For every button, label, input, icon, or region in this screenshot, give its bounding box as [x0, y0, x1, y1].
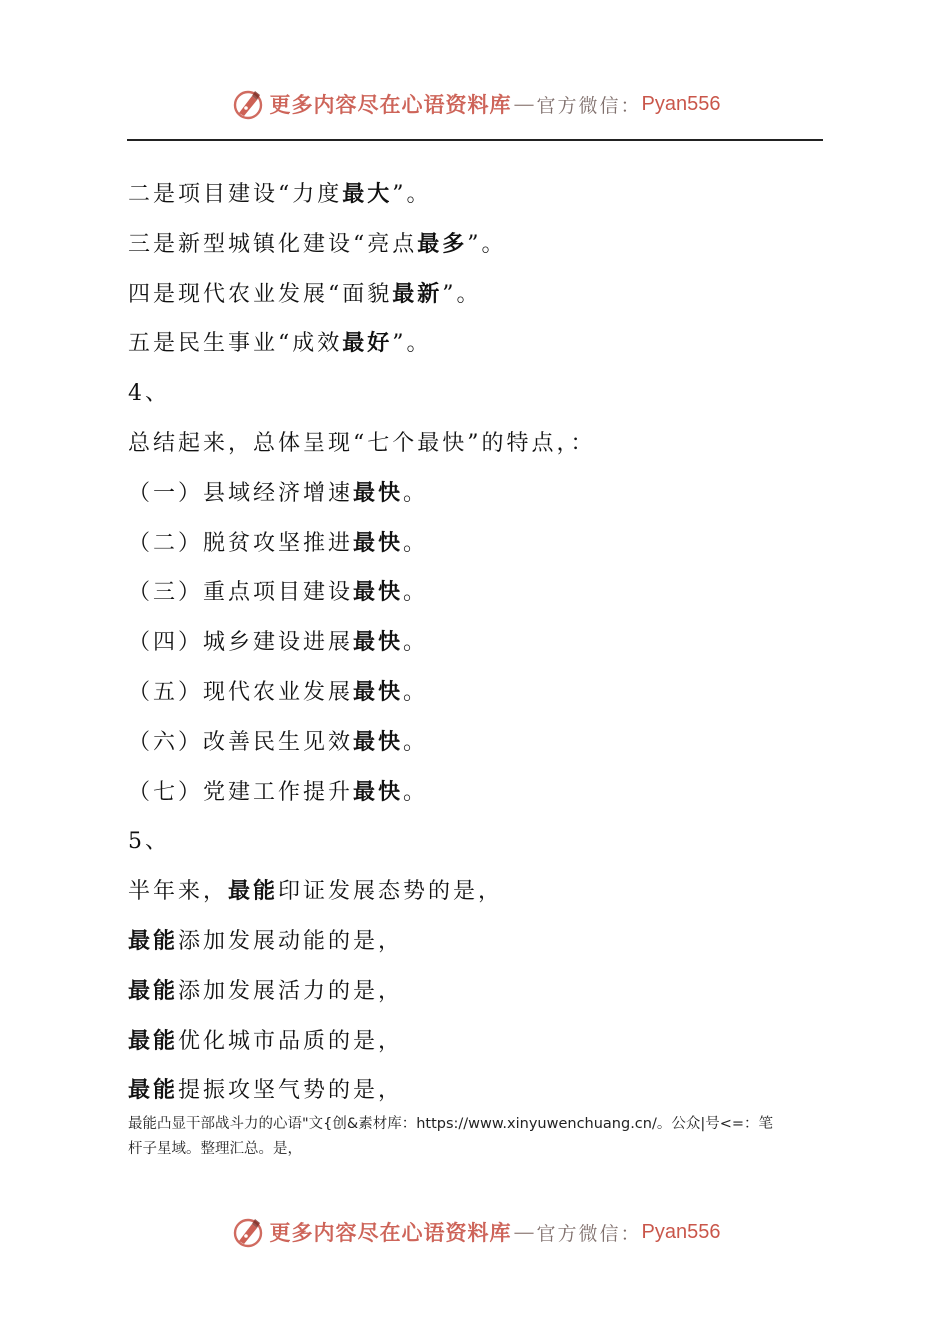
brand-wechat-id: Pyan556 — [641, 92, 721, 115]
footnote — [128, 1112, 828, 1162]
body-line: 最能提振攻坚气势的是， — [128, 1077, 404, 1104]
list-item: （七）党建工作提升最快。 — [128, 778, 429, 805]
body-line: 三是新型城镇化建设“亮点最多”。 — [128, 230, 507, 257]
footnote-line-2: 杆子星域。整理汇总。是， — [128, 1141, 302, 1157]
brand-dash: — — [513, 92, 535, 116]
section-number: 5、 — [128, 829, 170, 855]
section-number: 4、 — [128, 381, 170, 407]
body-line: 四是现代农业发展“面貌最新”。 — [128, 280, 482, 307]
body-line: 总结起来，总体呈现“七个最快”的特点，： — [128, 430, 596, 456]
body-line: 最能添加发展动能的是， — [128, 927, 404, 954]
list-item: （二）脱贫攻坚推进最快。 — [128, 529, 429, 556]
brand-wechat-label: 官方微信： — [536, 94, 642, 117]
list-item: （四）城乡建设进展最快。 — [128, 629, 429, 656]
footer-watermark — [0, 1210, 950, 1254]
brand-title: 更多内容尽在心语资料库 — [269, 1220, 512, 1245]
list-item: （一）县域经济增速最快。 — [128, 479, 429, 506]
header-divider — [127, 139, 823, 141]
list-item: （三）重点项目建设最快。 — [128, 579, 429, 606]
document-body — [128, 170, 828, 1116]
body-line: 最能添加发展活力的是， — [128, 977, 404, 1004]
brand-wechat-label: 官方微信： — [536, 1222, 642, 1245]
body-line: 五是民生事业“成效最好”。 — [128, 330, 432, 357]
body-line: 最能优化城市品质的是， — [128, 1027, 404, 1054]
body-line: 二是项目建设“力度最大”。 — [128, 181, 432, 207]
pen-nib-logo-icon — [230, 1214, 266, 1250]
brand-wechat-id: Pyan556 — [641, 1220, 721, 1243]
list-item: （六）改善民生见效最快。 — [128, 728, 429, 755]
footnote-line-1: 最能凸显干部战斗力的心语"文{创&素材库：https://www.xinyuwenchuang.cn/。公众|号<=：笔 — [128, 1116, 774, 1132]
list-item: （五）现代农业发展最快。 — [128, 678, 429, 705]
brand-title: 更多内容尽在心语资料库 — [269, 92, 512, 117]
pen-nib-logo-icon — [230, 86, 266, 122]
brand-dash: — — [513, 1220, 535, 1244]
body-line: 半年来，最能印证发展态势的是， — [128, 878, 504, 905]
header-watermark — [0, 82, 950, 126]
